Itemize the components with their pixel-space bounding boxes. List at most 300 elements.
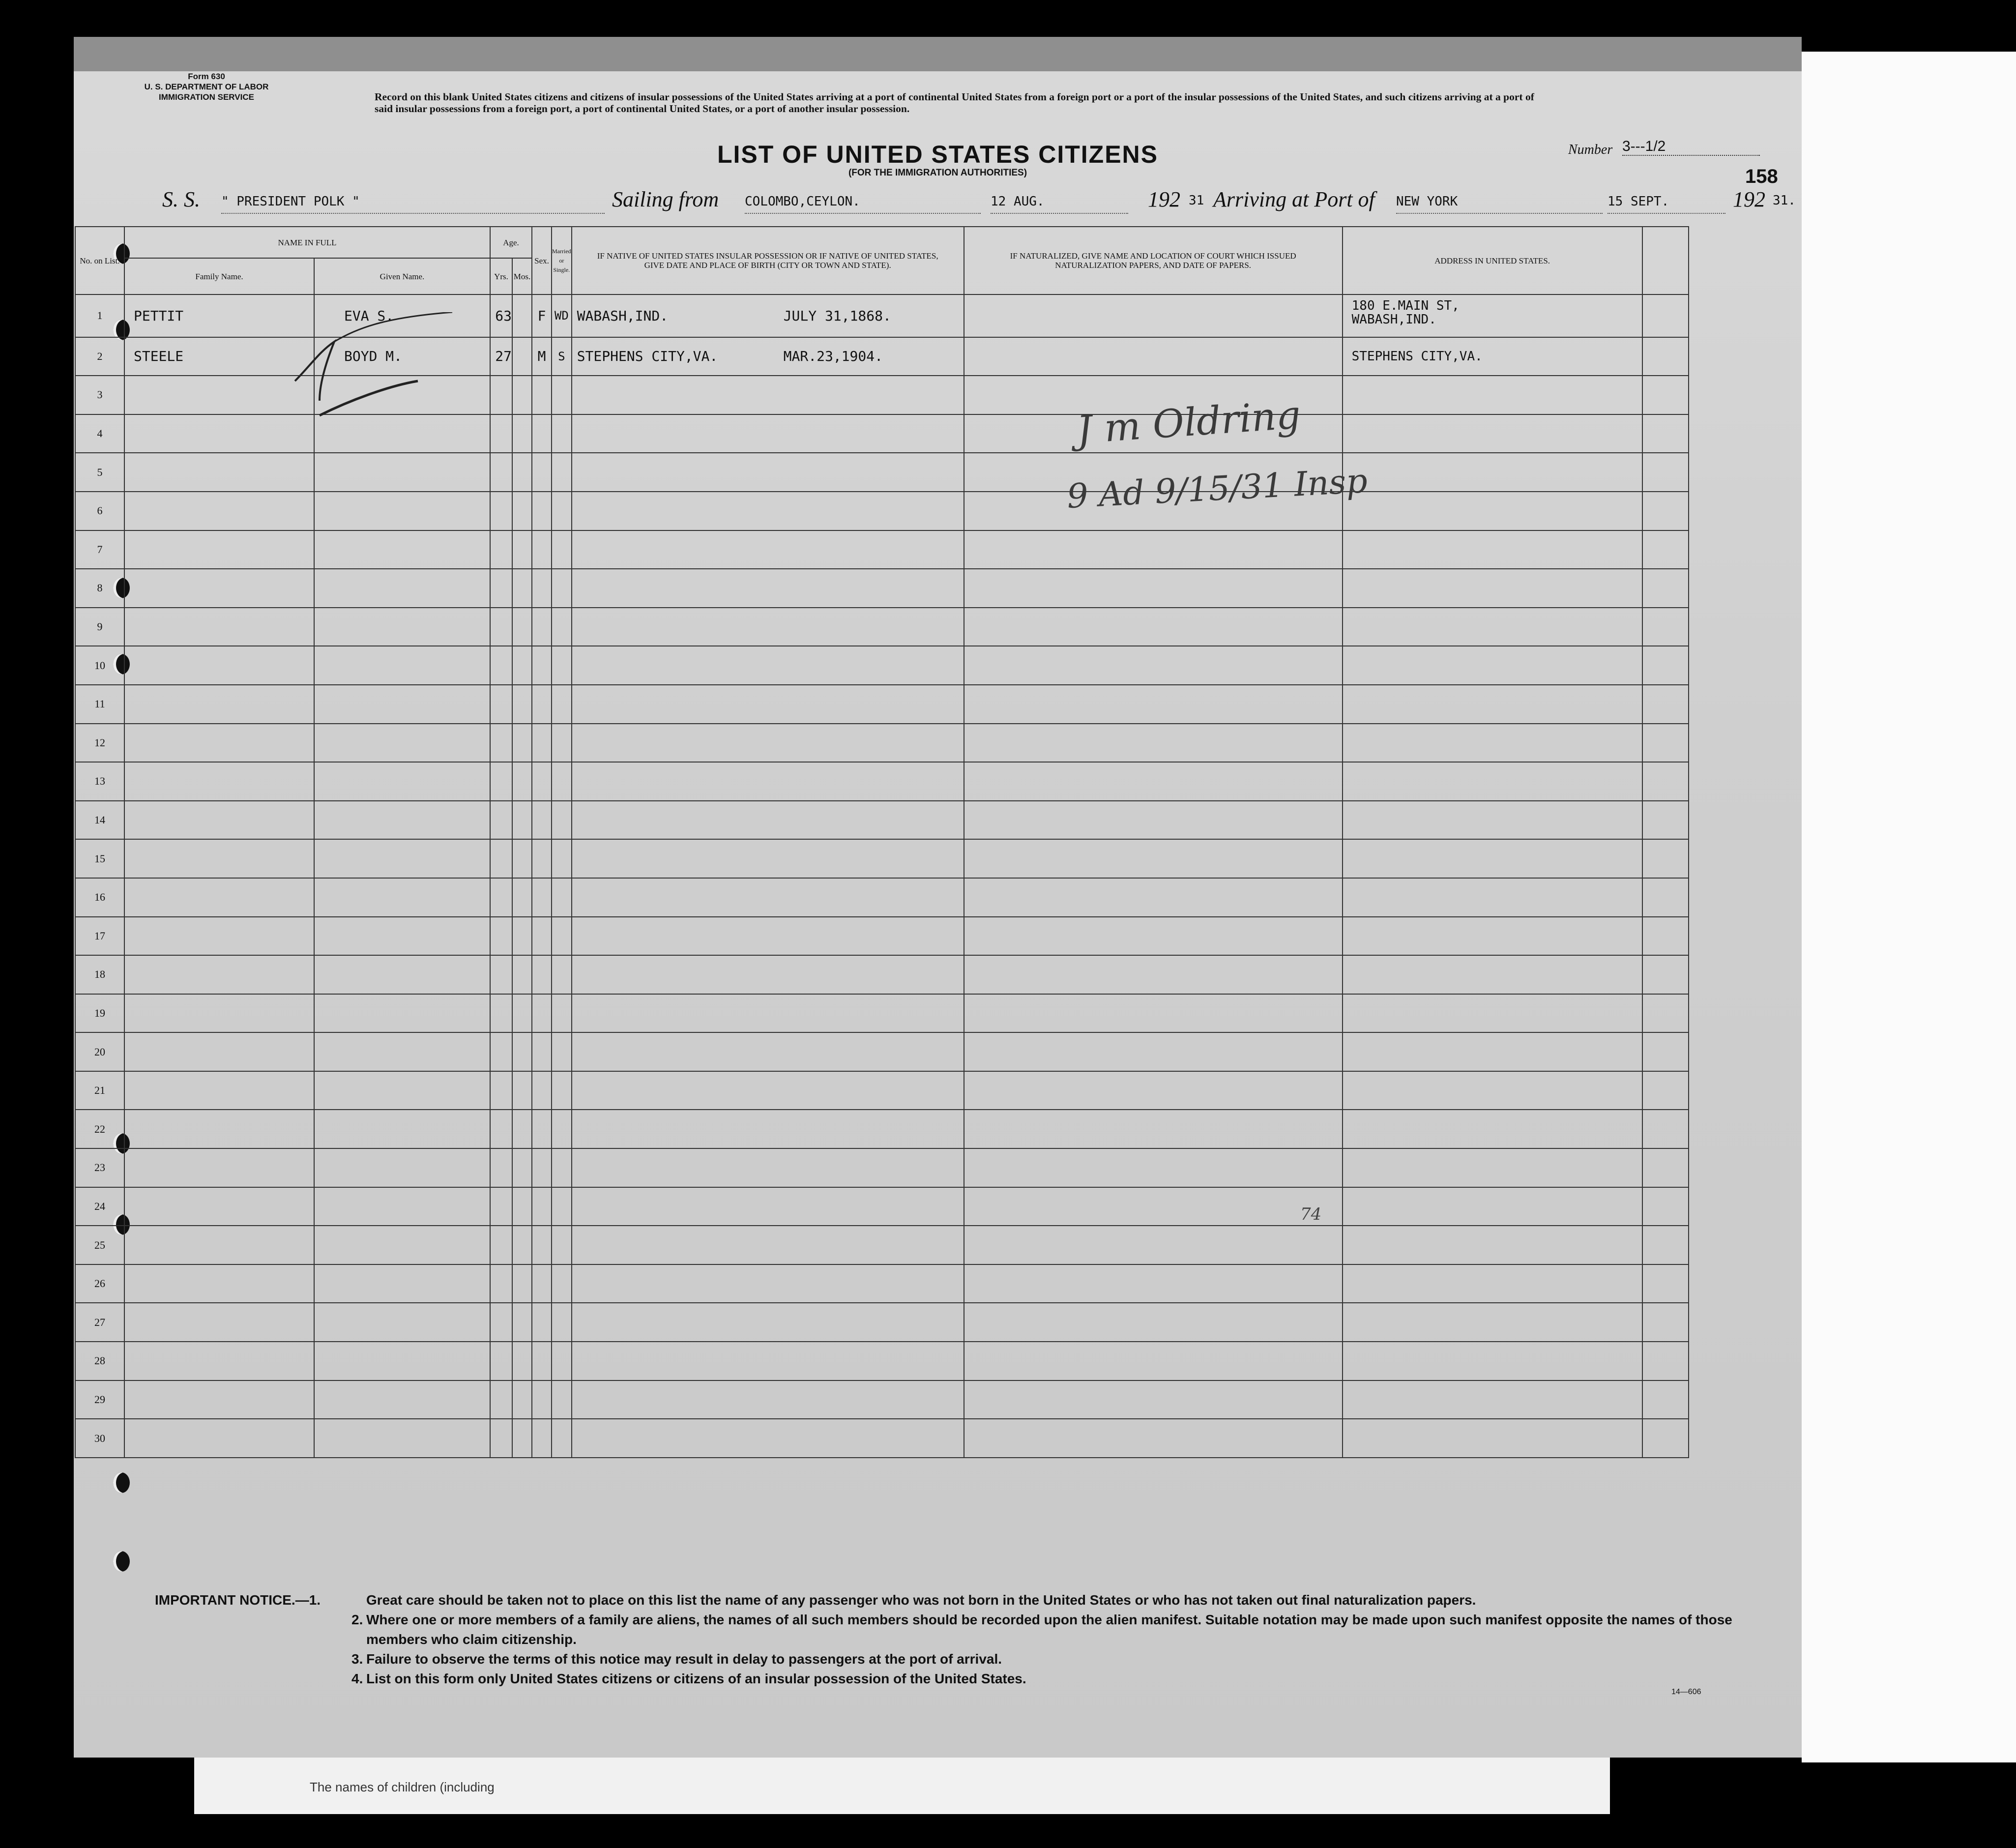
empty-cell [964,1032,1343,1071]
row-number: 14 [75,801,124,840]
row-number: 25 [75,1226,124,1264]
empty-cell [572,608,964,646]
empty-cell [314,530,490,569]
empty-cell [552,801,572,840]
margin-mark: 74 [1300,1204,1322,1224]
col-header-blank [1642,227,1689,294]
empty-cell [552,1303,572,1342]
empty-cell [1642,569,1689,608]
notice-items [351,1590,1792,1689]
empty-cell [1343,801,1642,840]
empty-cell [572,1419,964,1458]
empty-cell [532,917,552,956]
empty-cell [1642,1226,1689,1264]
notice-item-3-number: 3. [351,1651,363,1667]
row-number: 4 [75,414,124,453]
inspector-date-note: 9 Ad 9/15/31 Insp [1066,462,1369,516]
empty-cell [1642,1264,1689,1303]
empty-cell [512,376,532,414]
family-name: STEELE [124,337,314,376]
empty-cell [490,569,512,608]
row-number: 24 [75,1187,124,1226]
row-number: 1 [75,294,124,337]
empty-cell [552,1419,572,1458]
number-label: Number [1568,142,1613,157]
empty-cell [512,608,532,646]
empty-cell [314,569,490,608]
empty-cell [124,569,314,608]
empty-cell [1343,1226,1642,1264]
empty-cell [964,1110,1343,1148]
col-header-age: Age. [490,227,532,258]
empty-cell [512,1342,532,1380]
empty-cell [532,569,552,608]
empty-cell [964,762,1343,801]
empty-cell [512,1148,532,1187]
row-number: 7 [75,530,124,569]
empty-cell [512,1110,532,1148]
empty-cell [552,1071,572,1110]
form-code: 14—606 [1671,1688,1701,1696]
header-row-1 [75,227,1689,258]
empty-cell [124,724,314,763]
empty-cell [124,453,314,492]
notice-item-3 [351,1649,1792,1669]
departure-date: 12 AUG. [991,194,1045,209]
empty-cell [512,492,532,530]
empty-cell [572,994,964,1033]
empty-cell [532,839,552,878]
birth-place: STEPHENS CITY,VA. [577,348,718,365]
table-row [75,1226,1689,1264]
notice-lead: IMPORTANT NOTICE.—1. [155,1592,321,1608]
empty-cell [532,414,552,453]
empty-cell [124,376,314,414]
empty-cell [532,1110,552,1148]
empty-cell [572,1187,964,1226]
empty-cell [124,646,314,685]
empty-cell [572,1264,964,1303]
empty-cell [552,878,572,917]
empty-cell [532,1187,552,1226]
empty-cell [572,1071,964,1110]
row-number: 2 [75,337,124,376]
marital-status: WD [552,294,572,337]
empty-cell [314,1071,490,1110]
empty-cell [1343,839,1642,878]
empty-cell [1642,1032,1689,1071]
birth-info [572,294,964,337]
empty-cell [490,1342,512,1380]
col-header-given-name: Given Name. [314,258,490,294]
empty-cell [532,762,552,801]
empty-cell [532,1226,552,1264]
empty-cell [1343,376,1642,414]
empty-cell [490,1032,512,1071]
row-number: 13 [75,762,124,801]
empty-cell [964,955,1343,994]
empty-cell [124,917,314,956]
empty-cell [1343,878,1642,917]
empty-cell [1343,492,1642,530]
empty-cell [124,1071,314,1110]
notice-item-4-number: 4. [351,1671,363,1686]
empty-cell [314,1342,490,1380]
empty-cell [124,1187,314,1226]
table-row [75,917,1689,956]
empty-cell [124,801,314,840]
table-row [75,878,1689,917]
empty-cell [532,1032,552,1071]
empty-cell [1642,994,1689,1033]
empty-cell [532,724,552,763]
empty-cell [532,1071,552,1110]
empty-cell [532,955,552,994]
empty-cell [1343,530,1642,569]
empty-cell [1343,917,1642,956]
empty-cell [124,685,314,724]
table-row [75,724,1689,763]
empty-cell [572,414,964,453]
empty-cell [1343,1264,1642,1303]
empty-cell [1343,608,1642,646]
departure-year: 31 [1189,193,1204,208]
empty-cell [512,414,532,453]
empty-cell [124,839,314,878]
empty-cell [314,994,490,1033]
sex: M [532,337,552,376]
empty-cell [490,724,512,763]
year-prefix-1: 192 [1148,187,1180,211]
empty-cell [512,1380,532,1419]
table-row [75,1187,1689,1226]
col-header-native: IF NATIVE OF UNITED STATES INSULAR POSSESSION OR IF NATIVE OF UNITED STATES, GIVE DATE AND PLACE OF BIRTH (CITY OR TOWN AND STATE). [572,227,964,294]
arrival-port-underline [1396,213,1603,214]
arrival-date-underline [1607,213,1725,214]
empty-cell [964,994,1343,1033]
empty-cell [552,1380,572,1419]
check-mark-1 [295,342,334,401]
table-row [75,530,1689,569]
empty-cell [1642,530,1689,569]
form-identifier [138,71,275,102]
empty-cell [490,917,512,956]
table-row [75,1380,1689,1419]
empty-cell [552,1110,572,1148]
empty-cell [490,1380,512,1419]
empty-cell [512,994,532,1033]
empty-cell [552,492,572,530]
table-row [75,1032,1689,1071]
check-mark-3 [320,381,418,415]
sailing-label: Sailing from [612,187,719,211]
col-header-name-in-full: NAME IN FULL [124,227,490,258]
table-row [75,1264,1689,1303]
empty-cell [124,414,314,453]
empty-cell [552,994,572,1033]
department-name: U. S. DEPARTMENT OF LABOR [144,82,269,91]
row-number: 5 [75,453,124,492]
given-name: EVA S. [314,294,490,337]
empty-cell [1642,1419,1689,1458]
empty-cell [1343,646,1642,685]
age-months [512,337,532,376]
table-row [75,762,1689,801]
empty-cell [1642,1380,1689,1419]
manifest-sheet [74,37,1802,1758]
empty-cell [124,1226,314,1264]
col-header-sex: Sex. [532,227,552,294]
empty-cell [124,878,314,917]
empty-cell [512,878,532,917]
empty-cell [532,453,552,492]
empty-cell [124,1342,314,1380]
empty-cell [490,646,512,685]
empty-cell [964,1380,1343,1419]
empty-cell [1642,878,1689,917]
age-years: 63 [490,294,512,337]
empty-cell [1343,1110,1642,1148]
empty-cell [124,530,314,569]
empty-cell [572,569,964,608]
empty-cell [490,994,512,1033]
empty-cell [314,762,490,801]
blank-cell [1642,294,1689,337]
empty-cell [314,1419,490,1458]
underlying-sheet-text: The names of children (including [310,1780,495,1794]
empty-cell [314,1110,490,1148]
empty-cell [572,1148,964,1187]
empty-cell [1642,1187,1689,1226]
empty-cell [490,1071,512,1110]
departure-date-underline [991,213,1128,214]
punch-hole [113,1551,130,1572]
empty-cell [512,1419,532,1458]
empty-cell [512,1187,532,1226]
table-row [75,1148,1689,1187]
row-number: 27 [75,1303,124,1342]
given-name: BOYD M. [314,337,490,376]
empty-cell [512,801,532,840]
empty-cell [314,608,490,646]
row-number: 26 [75,1264,124,1303]
empty-cell [572,801,964,840]
row-number: 20 [75,1032,124,1071]
empty-cell [1642,1110,1689,1148]
empty-cell [1343,955,1642,994]
empty-cell [572,1032,964,1071]
naturalization-info [964,294,1343,337]
check-marks [290,312,457,435]
empty-cell [964,608,1343,646]
ss-label: S. S. [162,187,200,211]
empty-cell [512,453,532,492]
col-header-family-name: Family Name. [124,258,314,294]
empty-cell [512,646,532,685]
empty-cell [124,1032,314,1071]
birth-info [572,337,964,376]
number-value: 3---1/2 [1622,138,1760,156]
empty-cell [572,492,964,530]
empty-cell [1642,955,1689,994]
empty-cell [572,530,964,569]
table-row [75,569,1689,608]
empty-cell [552,1226,572,1264]
empty-cell [964,1187,1343,1226]
arrival-port: NEW YORK [1396,194,1458,209]
empty-cell [512,1303,532,1342]
empty-cell [1343,685,1642,724]
empty-cell [1343,994,1642,1033]
naturalization-info [964,337,1343,376]
table-row [75,955,1689,994]
empty-cell [512,1071,532,1110]
empty-cell [552,569,572,608]
col-header-mos: Mos. [512,258,532,294]
empty-cell [532,1380,552,1419]
empty-cell [1343,1148,1642,1187]
empty-cell [490,376,512,414]
notice-item-2 [351,1610,1792,1649]
notice-item-2-text: Where one or more members of a family are aliens, the names of all such members should be recorded upon the alien manifest. Suitable notation may be made upon such manifest opposite the names of those members who claim citizenship. [366,1612,1732,1647]
age-months [512,294,532,337]
empty-cell [1343,1032,1642,1071]
row-number: 19 [75,994,124,1033]
empty-cell [490,1110,512,1148]
empty-cell [572,1303,964,1342]
empty-cell [532,878,552,917]
address [1343,294,1642,337]
empty-cell [1642,724,1689,763]
empty-cell [490,685,512,724]
empty-cell [1642,1303,1689,1342]
empty-cell [490,608,512,646]
empty-cell [490,955,512,994]
notice-item-2-number: 2. [351,1612,363,1627]
arrival-year: 31. [1773,193,1796,208]
empty-cell [124,1303,314,1342]
empty-cell [532,608,552,646]
blank-cell [1642,337,1689,376]
empty-cell [314,955,490,994]
empty-cell [314,1226,490,1264]
empty-cell [1642,453,1689,492]
empty-cell [552,839,572,878]
empty-cell [552,414,572,453]
col-header-no: No. on List. [75,227,124,294]
empty-cell [552,685,572,724]
address-line-1: STEPHENS CITY,VA. [1351,349,1483,364]
inspector-signature: J m Oldring [1075,393,1302,453]
punch-hole [113,1472,130,1493]
empty-cell [124,608,314,646]
empty-cell [532,1148,552,1187]
empty-cell [512,1264,532,1303]
empty-cell [1642,839,1689,878]
empty-cell [314,1303,490,1342]
row-number: 18 [75,955,124,994]
adjacent-page [1802,52,2016,1762]
empty-cell [964,1148,1343,1187]
empty-cell [490,530,512,569]
empty-cell [314,839,490,878]
row-number: 21 [75,1071,124,1110]
table-row [75,994,1689,1033]
empty-cell [1343,1380,1642,1419]
empty-cell [572,685,964,724]
empty-cell [964,1071,1343,1110]
empty-cell [314,453,490,492]
empty-cell [124,994,314,1033]
empty-cell [572,955,964,994]
empty-cell [1642,685,1689,724]
empty-cell [552,955,572,994]
empty-cell [314,492,490,530]
empty-cell [552,646,572,685]
empty-cell [314,801,490,840]
empty-cell [964,878,1343,917]
empty-cell [490,801,512,840]
birth-place: WABASH,IND. [577,307,669,324]
row-number: 11 [75,685,124,724]
empty-cell [1343,724,1642,763]
empty-cell [124,1380,314,1419]
birth-date: MAR.23,1904. [783,348,883,365]
table-row [75,1303,1689,1342]
row-number: 8 [75,569,124,608]
empty-cell [532,1419,552,1458]
empty-cell [314,724,490,763]
empty-cell [490,762,512,801]
col-header-married-single: Married or Single. [552,227,572,294]
empty-cell [572,1380,964,1419]
empty-cell [490,1303,512,1342]
empty-cell [552,530,572,569]
empty-cell [964,839,1343,878]
empty-cell [552,1187,572,1226]
empty-cell [572,646,964,685]
empty-cell [512,839,532,878]
empty-cell [314,1264,490,1303]
empty-cell [512,762,532,801]
empty-cell [532,994,552,1033]
notice-item-3-text: Failure to observe the terms of this notice may result in delay to passengers at the port of arrival. [366,1651,1002,1667]
empty-cell [552,1148,572,1187]
sheet-top-edge [74,37,1802,71]
row-number: 15 [75,839,124,878]
row-number: 29 [75,1380,124,1419]
empty-cell [1343,1419,1642,1458]
empty-cell [314,878,490,917]
empty-cell [1343,1071,1642,1110]
empty-cell [490,878,512,917]
table-row [75,1071,1689,1110]
row-number: 10 [75,646,124,685]
empty-cell [532,1264,552,1303]
empty-cell [532,801,552,840]
empty-cell [1642,492,1689,530]
table-row [75,492,1689,530]
year-prefix-2: 192 [1733,187,1765,211]
empty-cell [572,1342,964,1380]
row-number: 3 [75,376,124,414]
empty-cell [124,1110,314,1148]
empty-cell [532,646,552,685]
page-subtitle: (FOR THE IMMIGRATION AUTHORITIES) [848,168,1027,178]
empty-cell [314,685,490,724]
empty-cell [964,1264,1343,1303]
empty-cell [964,801,1343,840]
